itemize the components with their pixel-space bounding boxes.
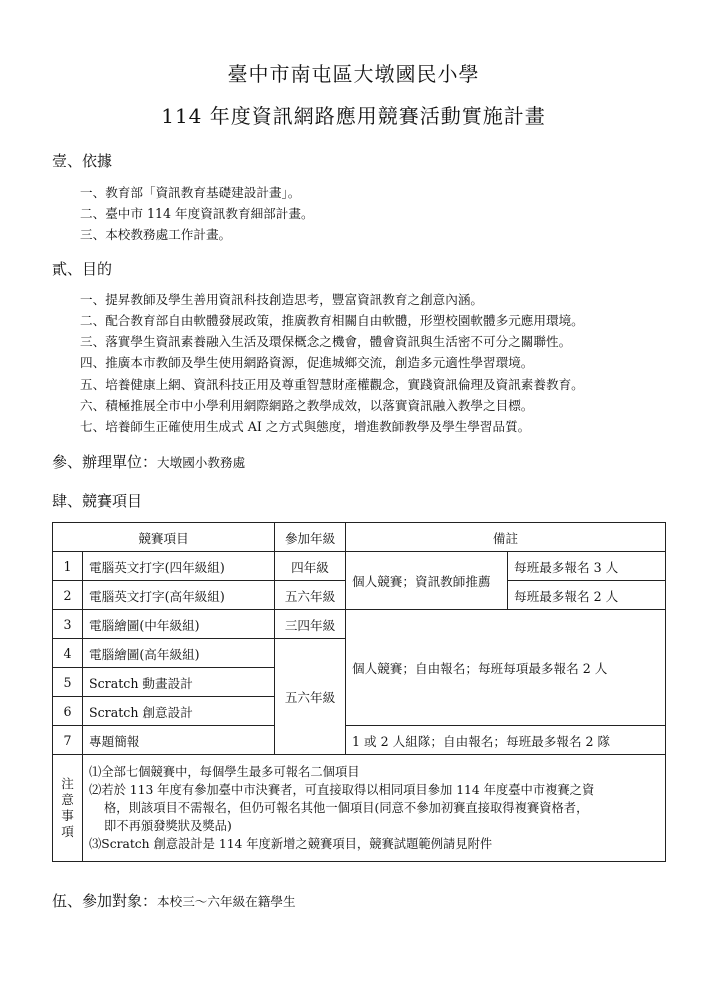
section-organizer [52, 451, 245, 472]
row-number: 2 [53, 581, 83, 610]
note-line: ⑶Scratch 創意設計是 114 年度新增之競賽項目，競賽試題範例請見附件 [89, 837, 493, 851]
purpose-item: 三、落實學生資訊素養融入生活及環保概念之機會，體會資訊與生活密不可分之關聯性。 [80, 334, 572, 349]
remark-typing-quota: 每班最多報名 2 人 [508, 581, 666, 610]
table-row [53, 552, 666, 581]
remark-typing-rule: 個人競賽；資訊教師推薦 [346, 552, 508, 610]
note-line: ⑵若於 113 年度有參加臺中市決賽者，可直接取得以相同項目參加 114 年度臺中市複賽之資 [89, 783, 595, 797]
header-grade: 參加年級 [275, 523, 346, 552]
section-items-heading: 肆、競賽項目 [52, 492, 143, 510]
basis-item: 一、教育部「資訊教育基礎建設計畫」。 [80, 185, 301, 200]
remark-drawing-rule: 個人競賽；自由報名；每班每項最多報名 2 人 [346, 610, 666, 726]
row-number: 5 [53, 668, 83, 697]
basis-item: 二、臺中市 114 年度資訊教育細部計畫。 [80, 206, 314, 221]
row-grade: 三四年級 [275, 610, 346, 639]
competition-table [52, 522, 666, 862]
header-remark: 備註 [346, 523, 666, 552]
note-line: 即不再頒發獎狀及獎品) [104, 819, 232, 833]
plan-title: 114 年度資訊網路應用競賽活動實施計畫 [161, 104, 546, 128]
purpose-item: 五、培養健康上網、資訊科技正用及尊重智慧財產權觀念，實踐資訊倫理及資訊素養教育。 [80, 377, 584, 392]
table-row [53, 610, 666, 639]
row-number: 1 [53, 552, 83, 581]
remark-typing-quota: 每班最多報名 3 人 [508, 552, 666, 581]
notes-label-char: 注 [61, 776, 74, 791]
row-grade: 四年級 [275, 552, 346, 581]
row-item-name: 電腦繪圖(中年級組) [83, 610, 275, 639]
section-purpose-heading: 貳、目的 [52, 260, 113, 278]
row-item-name: Scratch 動畫設計 [83, 668, 275, 697]
row-item-name: Scratch 創意設計 [83, 697, 275, 726]
note-line: ⑴全部七個競賽中，每個學生最多可報名二個項目 [89, 765, 360, 779]
notes-label-char: 事 [61, 808, 74, 823]
row-number: 6 [53, 697, 83, 726]
basis-item: 三、本校教務處工作計畫。 [80, 227, 232, 242]
organizer-heading: 參、辦理單位： [52, 453, 158, 471]
participants-heading: 伍、參加對象： [52, 892, 158, 910]
section-participants [52, 890, 296, 911]
purpose-item: 七、培養師生正確使用生成式 AI 之方式與態度，增進教師教學及學生學習品質。 [80, 419, 531, 434]
notes-label-char: 項 [61, 824, 74, 839]
row-number: 4 [53, 639, 83, 668]
table-header-row [53, 523, 666, 552]
remark-report-rule: 1 或 2 人組隊；自由報名；每班最多報名 2 隊 [346, 726, 666, 755]
row-item-name: 電腦英文打字(四年級組) [83, 552, 275, 581]
table-row [53, 726, 666, 755]
header-item: 競賽項目 [53, 523, 275, 552]
row-number: 3 [53, 610, 83, 639]
row-grade: 五六年級 [275, 639, 346, 755]
purpose-item: 二、配合教育部自由軟體發展政策，推廣教育相關自由軟體，形塑校園軟體多元應用環境。 [80, 313, 584, 328]
purpose-item: 一、提昇教師及學生善用資訊科技創造思考，豐富資訊教育之創意內涵。 [80, 292, 483, 307]
participants-value: 本校三～六年級在籍學生 [157, 894, 296, 909]
organizer-value: 大墩國小教務處 [157, 455, 246, 470]
section-basis-heading: 壹、依據 [52, 152, 113, 170]
school-title: 臺中市南屯區大墩國民小學 [227, 62, 480, 86]
row-item-name: 電腦繪圖(高年級組) [83, 639, 275, 668]
notes-label [53, 755, 83, 862]
row-number: 7 [53, 726, 83, 755]
notes-row [53, 755, 666, 862]
row-grade: 五六年級 [275, 581, 346, 610]
row-item-name: 電腦英文打字(高年級組) [83, 581, 275, 610]
notes-label-char: 意 [61, 792, 74, 807]
note-line: 格，則該項目不需報名，但仍可報名其他一個項目(同意不參加初賽直接取得複賽資格者， [104, 801, 589, 815]
notes-content [83, 755, 666, 862]
row-item-name: 專題簡報 [83, 726, 275, 755]
purpose-item: 四、推廣本市教師及學生使用網路資源，促進城鄉交流，創造多元適性學習環境。 [80, 355, 534, 370]
purpose-item: 六、積極推展全市中小學利用網際網路之教學成效，以落實資訊融入教學之目標。 [80, 398, 534, 413]
